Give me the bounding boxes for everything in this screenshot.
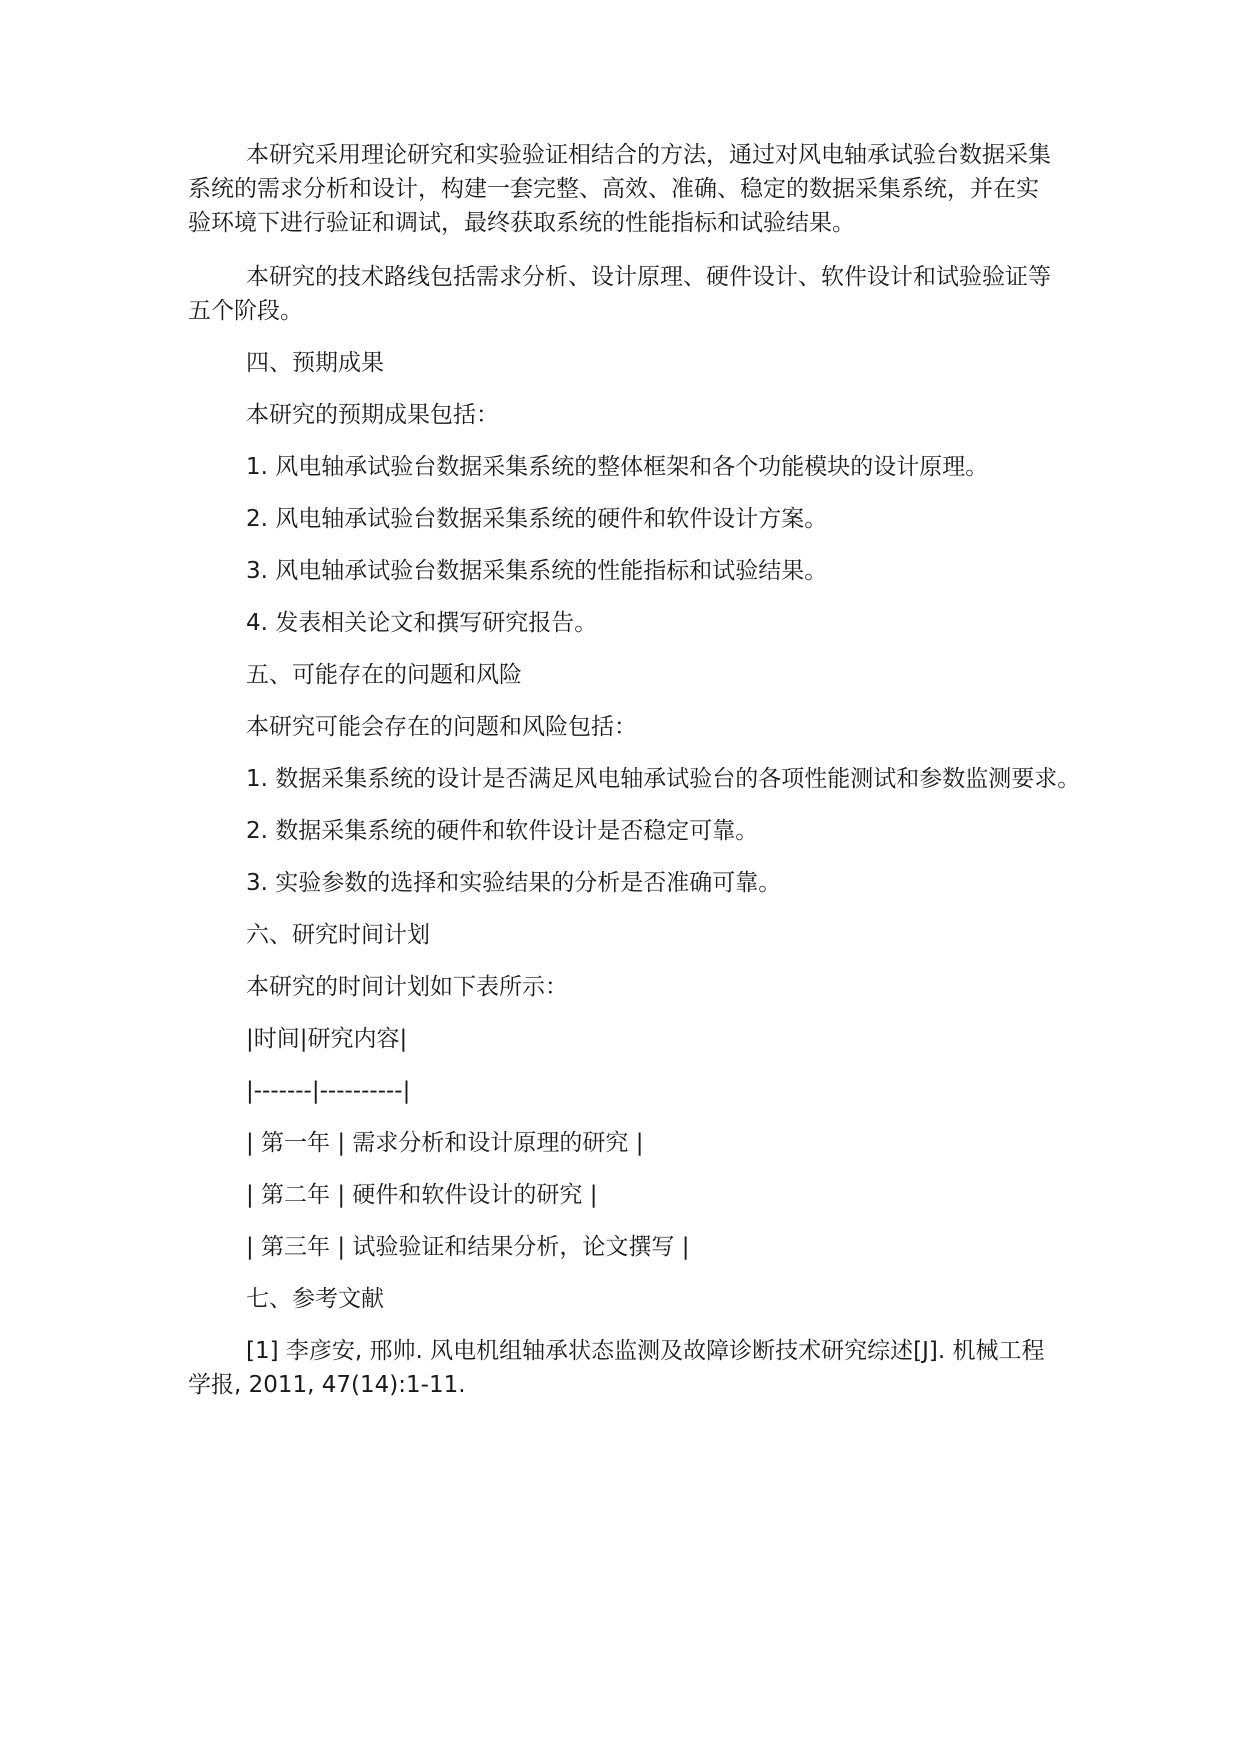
- schedule-table-separator: |-------|----------|: [246, 1078, 411, 1104]
- risk-item: 2. 数据采集系统的硬件和软件设计是否稳定可靠。: [246, 818, 759, 844]
- section-heading-schedule: 六、研究时间计划: [246, 922, 430, 948]
- schedule-table-header: |时间|研究内容|: [246, 1026, 408, 1052]
- section-heading-references: 七、参考文献: [246, 1286, 384, 1312]
- paragraph-method-line-1: 本研究采用理论研究和实验验证相结合的方法，通过对风电轴承试验台数据采集: [246, 142, 1051, 168]
- paragraph-method-line-3: 验环境下进行验证和调试，最终获取系统的性能指标和试验结果。: [188, 210, 855, 236]
- paragraph-route-line-2: 五个阶段。: [188, 298, 303, 324]
- expected-result-item: 2. 风电轴承试验台数据采集系统的硬件和软件设计方案。: [246, 506, 828, 532]
- paragraph-method-line-2: 系统的需求分析和设计，构建一套完整、高效、准确、稳定的数据采集系统，并在实: [188, 176, 1039, 202]
- reference-1-line-2: 学报, 2011, 47(14):1-11.: [188, 1372, 466, 1398]
- expected-results-intro: 本研究的预期成果包括：: [246, 402, 499, 428]
- schedule-table-row: | 第二年 | 硬件和软件设计的研究 |: [246, 1182, 598, 1208]
- risk-item: 3. 实验参数的选择和实验结果的分析是否准确可靠。: [246, 870, 782, 896]
- risk-item: 1. 数据采集系统的设计是否满足风电轴承试验台的各项性能测试和参数监测要求。: [246, 766, 1081, 792]
- expected-result-item: 1. 风电轴承试验台数据采集系统的整体框架和各个功能模块的设计原理。: [246, 454, 989, 480]
- section-heading-risks: 五、可能存在的问题和风险: [246, 662, 522, 688]
- expected-result-item: 4. 发表相关论文和撰写研究报告。: [246, 610, 598, 636]
- schedule-table-row: | 第一年 | 需求分析和设计原理的研究 |: [246, 1130, 644, 1156]
- schedule-table-row: | 第三年 | 试验验证和结果分析，论文撰写 |: [246, 1234, 690, 1260]
- risks-intro: 本研究可能会存在的问题和风险包括：: [246, 714, 637, 740]
- expected-result-item: 3. 风电轴承试验台数据采集系统的性能指标和试验结果。: [246, 558, 828, 584]
- section-heading-expected-results: 四、预期成果: [246, 350, 384, 376]
- reference-1-line-1: [1] 李彦安, 邢帅. 风电机组轴承状态监测及故障诊断技术研究综述[J]. 机械工程: [246, 1338, 1045, 1364]
- schedule-intro: 本研究的时间计划如下表所示：: [246, 974, 568, 1000]
- paragraph-route-line-1: 本研究的技术路线包括需求分析、设计原理、硬件设计、软件设计和试验验证等: [246, 264, 1051, 290]
